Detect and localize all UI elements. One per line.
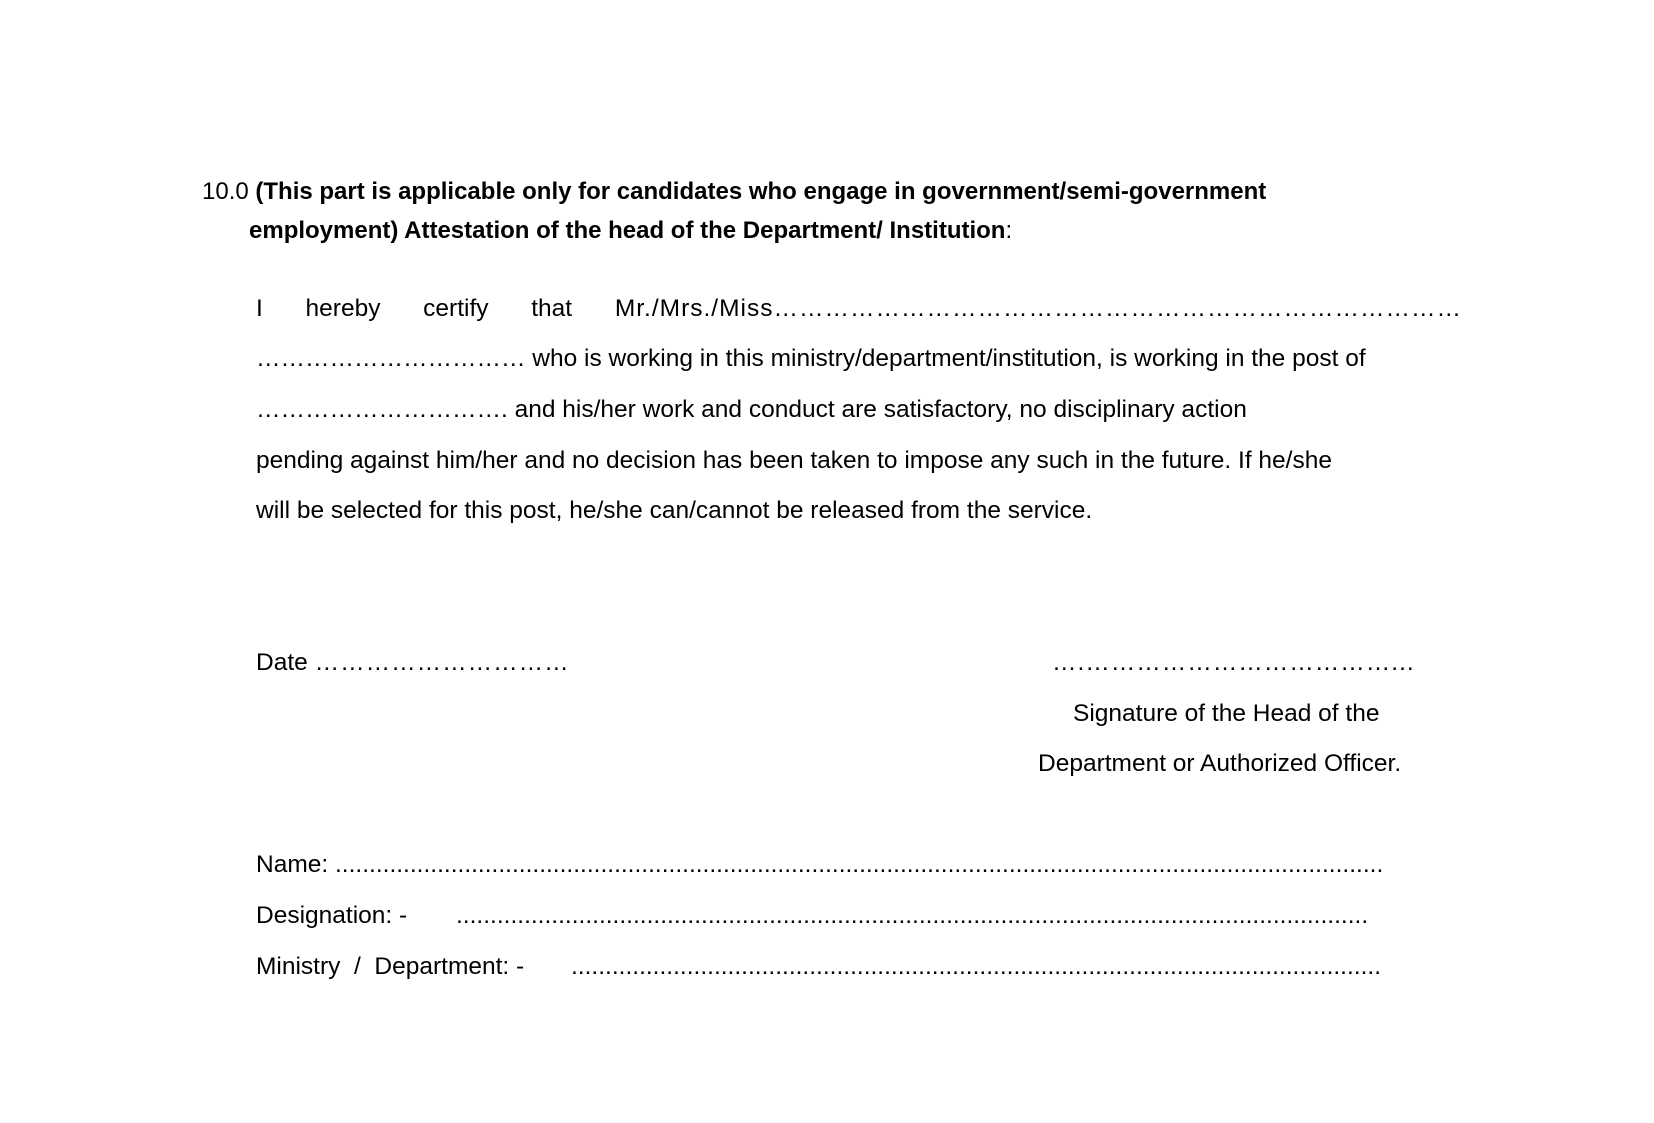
ministry-dots: ....................................................................................................................... [571, 953, 1382, 980]
signature-dots: ….………………………………... [1052, 649, 1415, 676]
cert-word: I [256, 295, 263, 322]
designation-dots: ...................................................................................................................................... [456, 902, 1369, 929]
section-heading-bold-2: employment) Attestation of the head of the Department/ Institution [249, 217, 1006, 244]
section-heading-bold-1: (This part is applicable only for candidates who engage in government/semi-government [255, 178, 1267, 205]
signature-caption-line2: Department or Authorized Officer. [1038, 750, 1402, 777]
certification-line-5: will be selected for this post, he/she can/cannot be released from the service. [256, 497, 1093, 524]
certification-line-2: …………………………… who is working in this ministry/department/institution, is working in the post of [256, 345, 1366, 372]
date-field [256, 648, 570, 678]
section-number: 10.0 [202, 178, 249, 205]
section-heading-colon: : [1005, 217, 1013, 244]
name-label: Name: [256, 851, 329, 878]
certification-line-3: …………………………. and his/her work and conduct are satisfactory, no disciplinary action [256, 396, 1247, 423]
section-heading-line2 [249, 210, 1012, 252]
certification-line-1 [256, 294, 1462, 324]
certification-line-4: pending against him/her and no decision has been taken to impose any such in the future. If he/she [256, 447, 1332, 474]
section-heading-line1 [202, 171, 1266, 213]
ministry-label: Ministry / Department: - [256, 953, 525, 980]
date-label: Date [256, 649, 308, 676]
designation-label: Designation: - [256, 902, 408, 929]
signature-caption-line1: Signature of the Head of the [1073, 700, 1380, 727]
cert-word: certify [423, 295, 489, 322]
date-dots: ………………………… [314, 649, 570, 676]
name-field [256, 850, 1383, 880]
cert-name-fill: Mr./Mrs./Miss……………………………………………………………………… [614, 295, 1462, 322]
name-dots: .......................................................................................................................................................... [334, 851, 1384, 878]
cert-word: that [531, 295, 573, 322]
cert-word: hereby [305, 295, 381, 322]
